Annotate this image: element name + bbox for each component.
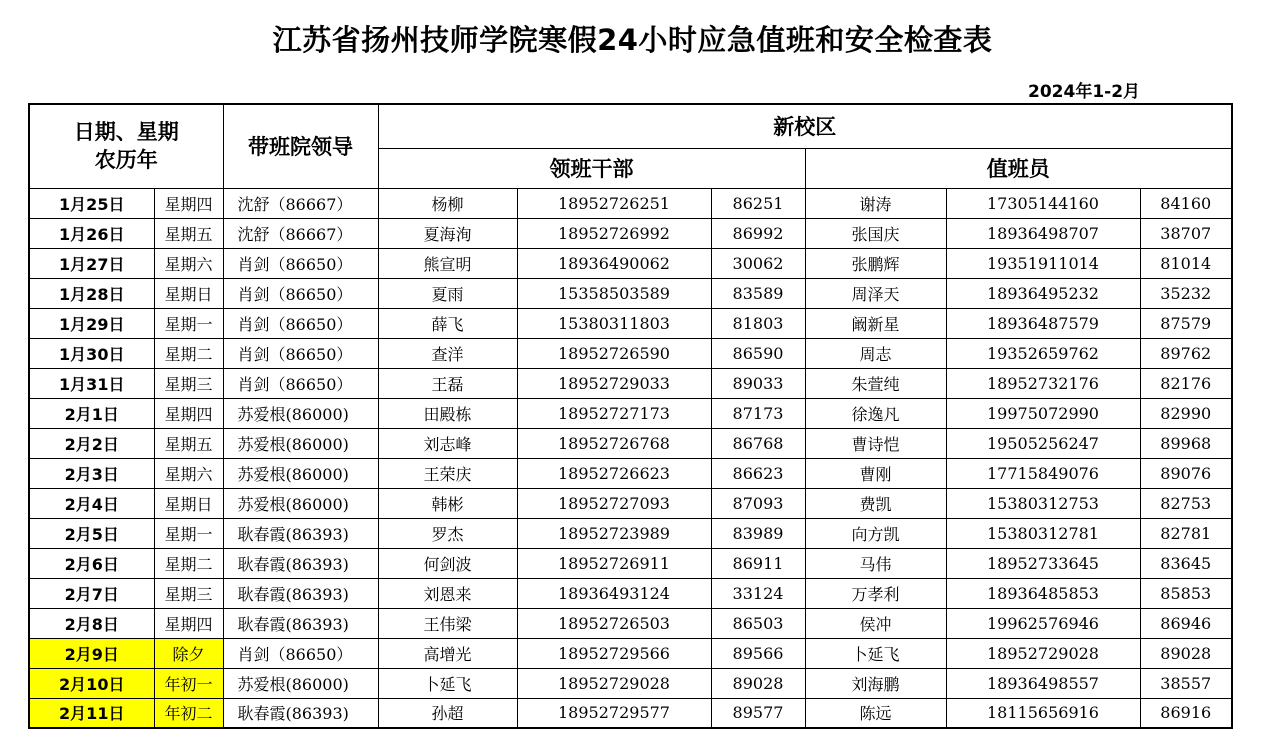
duty-phone-cell: 18936487579 bbox=[946, 308, 1140, 338]
duty-phone-cell: 18952732176 bbox=[946, 368, 1140, 398]
cadre-name-cell: 熊宣明 bbox=[378, 248, 517, 278]
table-row bbox=[29, 398, 1232, 428]
date-cell: 2月11日 bbox=[29, 698, 154, 728]
cadre-short-number-cell: 83989 bbox=[711, 518, 805, 548]
duty-name-cell: 周志 bbox=[805, 338, 946, 368]
date-header-line2: 农历年 bbox=[94, 148, 158, 173]
cadre-name-cell: 王磊 bbox=[378, 368, 517, 398]
cadre-phone-cell: 18952726768 bbox=[517, 428, 711, 458]
cadre-phone-cell: 15380311803 bbox=[517, 308, 711, 338]
duty-short-number-cell: 85853 bbox=[1140, 578, 1232, 608]
cadre-name-cell: 刘志峰 bbox=[378, 428, 517, 458]
date-cell: 1月30日 bbox=[29, 338, 154, 368]
duty-phone-cell: 18952729028 bbox=[946, 638, 1140, 668]
duty-short-number-cell: 89076 bbox=[1140, 458, 1232, 488]
cadre-phone-cell: 18952726251 bbox=[517, 188, 711, 218]
date-cell: 2月9日 bbox=[29, 638, 154, 668]
weekday-cell: 星期一 bbox=[154, 518, 223, 548]
duty-phone-cell: 19505256247 bbox=[946, 428, 1140, 458]
duty-name-cell: 费凯 bbox=[805, 488, 946, 518]
leader-cell: 肖剑（86650） bbox=[223, 248, 378, 278]
table-row bbox=[29, 428, 1232, 458]
table-row bbox=[29, 668, 1232, 698]
date-cell: 1月26日 bbox=[29, 218, 154, 248]
table-row bbox=[29, 188, 1232, 218]
leader-cell: 苏爱根(86000) bbox=[223, 668, 378, 698]
table-row bbox=[29, 278, 1232, 308]
table-row bbox=[29, 698, 1232, 728]
duty-phone-cell: 15380312781 bbox=[946, 518, 1140, 548]
cadre-short-number-cell: 87093 bbox=[711, 488, 805, 518]
cadre-short-number-cell: 86992 bbox=[711, 218, 805, 248]
duty-short-number-cell: 82781 bbox=[1140, 518, 1232, 548]
weekday-cell: 年初一 bbox=[154, 668, 223, 698]
cadre-name-cell: 薛飞 bbox=[378, 308, 517, 338]
cadre-phone-cell: 18936490062 bbox=[517, 248, 711, 278]
duty-short-number-cell: 89968 bbox=[1140, 428, 1232, 458]
leader-cell: 苏爱根(86000) bbox=[223, 428, 378, 458]
leader-cell: 耿春霞(86393) bbox=[223, 578, 378, 608]
date-cell: 2月5日 bbox=[29, 518, 154, 548]
duty-phone-cell: 17715849076 bbox=[946, 458, 1140, 488]
weekday-cell: 星期四 bbox=[154, 188, 223, 218]
duty-phone-cell: 19351911014 bbox=[946, 248, 1140, 278]
cadre-short-number-cell: 81803 bbox=[711, 308, 805, 338]
duty-name-cell: 徐逸凡 bbox=[805, 398, 946, 428]
duty-name-cell: 刘海鹏 bbox=[805, 668, 946, 698]
weekday-cell: 星期五 bbox=[154, 428, 223, 458]
duty-phone-cell: 19352659762 bbox=[946, 338, 1140, 368]
weekday-cell: 年初二 bbox=[154, 698, 223, 728]
cadre-phone-cell: 18952729033 bbox=[517, 368, 711, 398]
weekday-cell: 星期一 bbox=[154, 308, 223, 338]
table-row bbox=[29, 368, 1232, 398]
cadre-phone-cell: 18952726623 bbox=[517, 458, 711, 488]
leader-cell: 苏爱根(86000) bbox=[223, 488, 378, 518]
duty-short-number-cell: 82753 bbox=[1140, 488, 1232, 518]
cadre-name-cell: 孙超 bbox=[378, 698, 517, 728]
cadre-phone-cell: 18952726911 bbox=[517, 548, 711, 578]
leader-cell: 耿春霞(86393) bbox=[223, 698, 378, 728]
cadre-short-number-cell: 83589 bbox=[711, 278, 805, 308]
leader-cell: 耿春霞(86393) bbox=[223, 608, 378, 638]
duty-short-number-cell: 38557 bbox=[1140, 668, 1232, 698]
table-row bbox=[29, 458, 1232, 488]
duty-short-number-cell: 89762 bbox=[1140, 338, 1232, 368]
table-row bbox=[29, 338, 1232, 368]
duty-short-number-cell: 82990 bbox=[1140, 398, 1232, 428]
duty-phone-cell: 18936485853 bbox=[946, 578, 1140, 608]
cadre-name-cell: 王荣庆 bbox=[378, 458, 517, 488]
duty-short-number-cell: 87579 bbox=[1140, 308, 1232, 338]
duty-phone-cell: 19975072990 bbox=[946, 398, 1140, 428]
duty-name-cell: 张鹏辉 bbox=[805, 248, 946, 278]
weekday-cell: 星期日 bbox=[154, 488, 223, 518]
cadre-name-cell: 何剑波 bbox=[378, 548, 517, 578]
table-row bbox=[29, 308, 1232, 338]
date-cell: 1月25日 bbox=[29, 188, 154, 218]
cadre-phone-cell: 18952729577 bbox=[517, 698, 711, 728]
duty-phone-cell: 18936495232 bbox=[946, 278, 1140, 308]
cadre-name-cell: 杨柳 bbox=[378, 188, 517, 218]
period-label: 2024年1-2月 bbox=[1028, 82, 1141, 102]
weekday-cell: 星期四 bbox=[154, 398, 223, 428]
duty-name-cell: 曹诗恺 bbox=[805, 428, 946, 458]
duty-phone-cell: 15380312753 bbox=[946, 488, 1140, 518]
leader-header: 带班院领导 bbox=[223, 104, 378, 188]
duty-name-cell: 万孝利 bbox=[805, 578, 946, 608]
table-row bbox=[29, 218, 1232, 248]
date-cell: 2月7日 bbox=[29, 578, 154, 608]
date-cell: 1月31日 bbox=[29, 368, 154, 398]
duty-short-number-cell: 89028 bbox=[1140, 638, 1232, 668]
cadre-name-cell: 王伟梁 bbox=[378, 608, 517, 638]
date-cell: 1月27日 bbox=[29, 248, 154, 278]
table-row bbox=[29, 578, 1232, 608]
document-title: 江苏省扬州技师学院寒假24小时应急值班和安全检查表 bbox=[272, 23, 993, 57]
table-row bbox=[29, 518, 1232, 548]
weekday-cell: 星期六 bbox=[154, 248, 223, 278]
cadre-name-cell: 刘恩来 bbox=[378, 578, 517, 608]
duty-phone-cell: 18115656916 bbox=[946, 698, 1140, 728]
weekday-cell: 星期四 bbox=[154, 608, 223, 638]
weekday-cell: 星期日 bbox=[154, 278, 223, 308]
leader-cell: 苏爱根(86000) bbox=[223, 458, 378, 488]
cadre-short-number-cell: 86768 bbox=[711, 428, 805, 458]
weekday-cell: 星期五 bbox=[154, 218, 223, 248]
duty-short-number-cell: 83645 bbox=[1140, 548, 1232, 578]
cadre-name-cell: 韩彬 bbox=[378, 488, 517, 518]
cadre-short-number-cell: 89028 bbox=[711, 668, 805, 698]
duty-name-cell: 向方凯 bbox=[805, 518, 946, 548]
duty-name-cell: 周泽天 bbox=[805, 278, 946, 308]
weekday-cell: 星期六 bbox=[154, 458, 223, 488]
leader-cell: 肖剑（86650） bbox=[223, 638, 378, 668]
cadre-phone-cell: 18952723989 bbox=[517, 518, 711, 548]
weekday-cell: 星期三 bbox=[154, 368, 223, 398]
weekday-cell: 星期三 bbox=[154, 578, 223, 608]
cadre-short-number-cell: 86503 bbox=[711, 608, 805, 638]
duty-name-cell: 卜延飞 bbox=[805, 638, 946, 668]
date-cell: 2月1日 bbox=[29, 398, 154, 428]
duty-name-cell: 朱萱纯 bbox=[805, 368, 946, 398]
date-cell: 2月2日 bbox=[29, 428, 154, 458]
leader-cell: 耿春霞(86393) bbox=[223, 518, 378, 548]
cadre-name-cell: 罗杰 bbox=[378, 518, 517, 548]
cadre-short-number-cell: 89566 bbox=[711, 638, 805, 668]
duty-short-number-cell: 38707 bbox=[1140, 218, 1232, 248]
date-cell: 1月28日 bbox=[29, 278, 154, 308]
leader-cell: 耿春霞(86393) bbox=[223, 548, 378, 578]
date-header-line1: 日期、星期 bbox=[73, 120, 179, 145]
duty-name-cell: 曹刚 bbox=[805, 458, 946, 488]
duty-short-number-cell: 86946 bbox=[1140, 608, 1232, 638]
duty-name-cell: 阚新星 bbox=[805, 308, 946, 338]
date-cell: 2月8日 bbox=[29, 608, 154, 638]
table-body bbox=[29, 188, 1232, 728]
cadre-short-number-cell: 86251 bbox=[711, 188, 805, 218]
date-weekday-header bbox=[29, 104, 223, 188]
leader-cell: 肖剑（86650） bbox=[223, 368, 378, 398]
cadre-phone-cell: 18952726992 bbox=[517, 218, 711, 248]
cadre-short-number-cell: 87173 bbox=[711, 398, 805, 428]
leader-cell: 沈舒（86667） bbox=[223, 218, 378, 248]
duty-name-cell: 谢涛 bbox=[805, 188, 946, 218]
cadre-short-number-cell: 30062 bbox=[711, 248, 805, 278]
duty-short-number-cell: 86916 bbox=[1140, 698, 1232, 728]
cadre-name-cell: 田殿栋 bbox=[378, 398, 517, 428]
cadre-short-number-cell: 89577 bbox=[711, 698, 805, 728]
weekday-cell: 星期二 bbox=[154, 548, 223, 578]
leader-cell: 肖剑（86650） bbox=[223, 278, 378, 308]
leader-cell: 肖剑（86650） bbox=[223, 338, 378, 368]
date-cell: 2月10日 bbox=[29, 668, 154, 698]
campus-header: 新校区 bbox=[378, 104, 1232, 148]
cadre-phone-cell: 18952729566 bbox=[517, 638, 711, 668]
date-cell: 2月4日 bbox=[29, 488, 154, 518]
leader-cell: 苏爱根(86000) bbox=[223, 398, 378, 428]
duty-short-number-cell: 35232 bbox=[1140, 278, 1232, 308]
table-row bbox=[29, 488, 1232, 518]
duty-name-cell: 马伟 bbox=[805, 548, 946, 578]
duty-name-cell: 张国庆 bbox=[805, 218, 946, 248]
cadre-phone-cell: 15358503589 bbox=[517, 278, 711, 308]
table-row bbox=[29, 638, 1232, 668]
table-row bbox=[29, 248, 1232, 278]
duty-phone-cell: 19962576946 bbox=[946, 608, 1140, 638]
cadre-header: 领班干部 bbox=[378, 148, 805, 188]
table-row bbox=[29, 608, 1232, 638]
cadre-phone-cell: 18952729028 bbox=[517, 668, 711, 698]
duty-short-number-cell: 82176 bbox=[1140, 368, 1232, 398]
table-row bbox=[29, 548, 1232, 578]
duty-short-number-cell: 84160 bbox=[1140, 188, 1232, 218]
cadre-phone-cell: 18936493124 bbox=[517, 578, 711, 608]
cadre-phone-cell: 18952726590 bbox=[517, 338, 711, 368]
cadre-name-cell: 夏雨 bbox=[378, 278, 517, 308]
duty-schedule-table bbox=[28, 103, 1233, 729]
cadre-short-number-cell: 33124 bbox=[711, 578, 805, 608]
duty-phone-cell: 17305144160 bbox=[946, 188, 1140, 218]
date-cell: 2月6日 bbox=[29, 548, 154, 578]
duty-header: 值班员 bbox=[805, 148, 1232, 188]
duty-name-cell: 侯冲 bbox=[805, 608, 946, 638]
leader-cell: 沈舒（86667） bbox=[223, 188, 378, 218]
weekday-cell: 星期二 bbox=[154, 338, 223, 368]
cadre-short-number-cell: 86623 bbox=[711, 458, 805, 488]
cadre-short-number-cell: 86590 bbox=[711, 338, 805, 368]
cadre-phone-cell: 18952727173 bbox=[517, 398, 711, 428]
cadre-phone-cell: 18952727093 bbox=[517, 488, 711, 518]
cadre-phone-cell: 18952726503 bbox=[517, 608, 711, 638]
date-cell: 1月29日 bbox=[29, 308, 154, 338]
cadre-name-cell: 高增光 bbox=[378, 638, 517, 668]
duty-phone-cell: 18936498707 bbox=[946, 218, 1140, 248]
duty-name-cell: 陈远 bbox=[805, 698, 946, 728]
cadre-name-cell: 查洋 bbox=[378, 338, 517, 368]
duty-phone-cell: 18936498557 bbox=[946, 668, 1140, 698]
weekday-cell: 除夕 bbox=[154, 638, 223, 668]
duty-short-number-cell: 81014 bbox=[1140, 248, 1232, 278]
cadre-short-number-cell: 89033 bbox=[711, 368, 805, 398]
cadre-name-cell: 夏海洵 bbox=[378, 218, 517, 248]
date-cell: 2月3日 bbox=[29, 458, 154, 488]
duty-phone-cell: 18952733645 bbox=[946, 548, 1140, 578]
leader-cell: 肖剑（86650） bbox=[223, 308, 378, 338]
cadre-name-cell: 卜延飞 bbox=[378, 668, 517, 698]
cadre-short-number-cell: 86911 bbox=[711, 548, 805, 578]
